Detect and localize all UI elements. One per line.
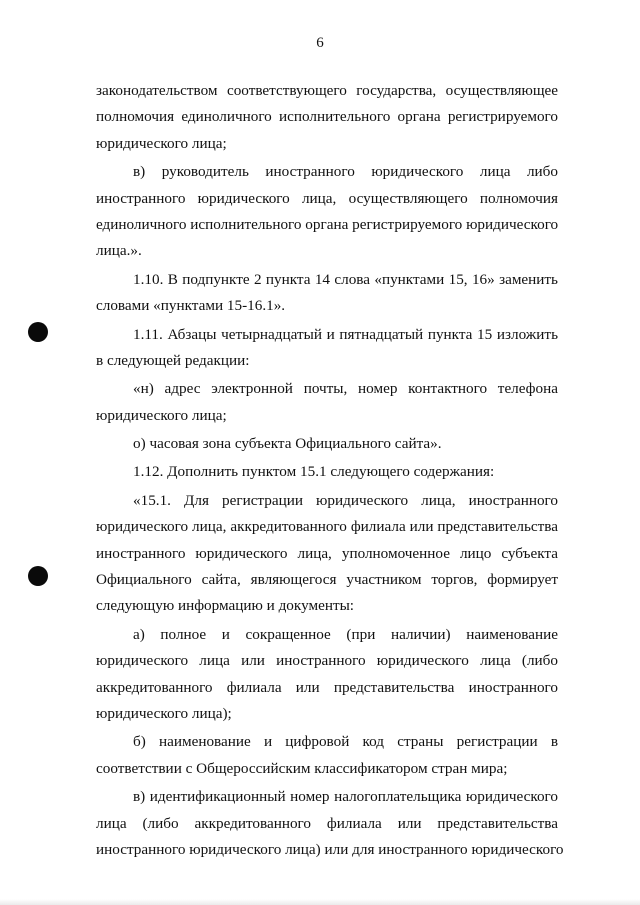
text-line: 1.12. Дополнить пунктом 15.1 следующего содержания: (133, 463, 495, 481)
text-line: о) часовая зона субъекта Официального сайта». (133, 435, 442, 453)
text-line: 1.11. Абзацы четырнадцатый и пятнадцатый пункта 15 изложить (133, 325, 558, 343)
text-line: «н) адрес электронной почты, номер контактного телефона (133, 380, 558, 398)
text-line: юридического лица); (96, 704, 232, 722)
punch-hole-mark (28, 566, 48, 586)
text-line: юридического лица; (96, 406, 227, 424)
punch-hole-mark (28, 322, 48, 342)
text-line: единоличного исполнительного органа регистрируемого юридического (96, 215, 559, 233)
text-line: б) наименование и цифровой код страны регистрации в (133, 733, 558, 751)
text-line: юридического лица или иностранного юридического лица (либо (96, 652, 558, 670)
scan-edge-shadow (0, 899, 640, 905)
text-line: полномочия единоличного исполнительного органа регистрируемого (96, 108, 558, 126)
text-line: следующую информацию и документы: (96, 597, 355, 615)
text-line: в) руководитель иностранного юридического лица либо (133, 163, 558, 181)
text-line: аккредитованного филиала или представительства иностранного (96, 678, 558, 696)
text-line: Официального сайта, являющегося участником торгов, формирует (96, 571, 558, 589)
text-line: «15.1. Для регистрации юридического лица, иностранного (133, 491, 558, 509)
text-line: законодательством соответствующего государства, осуществляющее (96, 82, 558, 99)
text-line: лица (либо аккредитованного филиала или представительства (96, 814, 558, 832)
text-line: юридического лица, аккредитованного филиала или представительства (96, 518, 558, 536)
text-line: иностранного юридического лица, уполномоченное лицо субъекта (96, 544, 558, 562)
text-line: соответствии с Общероссийским классификатором стран мира; (96, 759, 508, 777)
text-line: в следующей редакции: (96, 351, 250, 369)
text-line: юридического лица; (96, 134, 227, 152)
text-line: словами «пунктами 15-16.1». (96, 297, 286, 315)
body-text (96, 78, 564, 863)
text-line: иностранного юридического лица, осуществляющего полномочия (96, 189, 558, 207)
text-line: лица.». (96, 242, 142, 260)
text-line: 1.10. В подпункте 2 пункта 14 слова «пунктами 15, 16» заменить (133, 270, 558, 288)
text-line: иностранного юридического лица) или для иностранного юридического (96, 840, 564, 858)
text-line: а) полное и сокращенное (при наличии) наименование (133, 625, 558, 643)
page-number: 6 (316, 35, 324, 51)
text-line: в) идентификационный номер налогоплательщика юридического (133, 788, 558, 806)
